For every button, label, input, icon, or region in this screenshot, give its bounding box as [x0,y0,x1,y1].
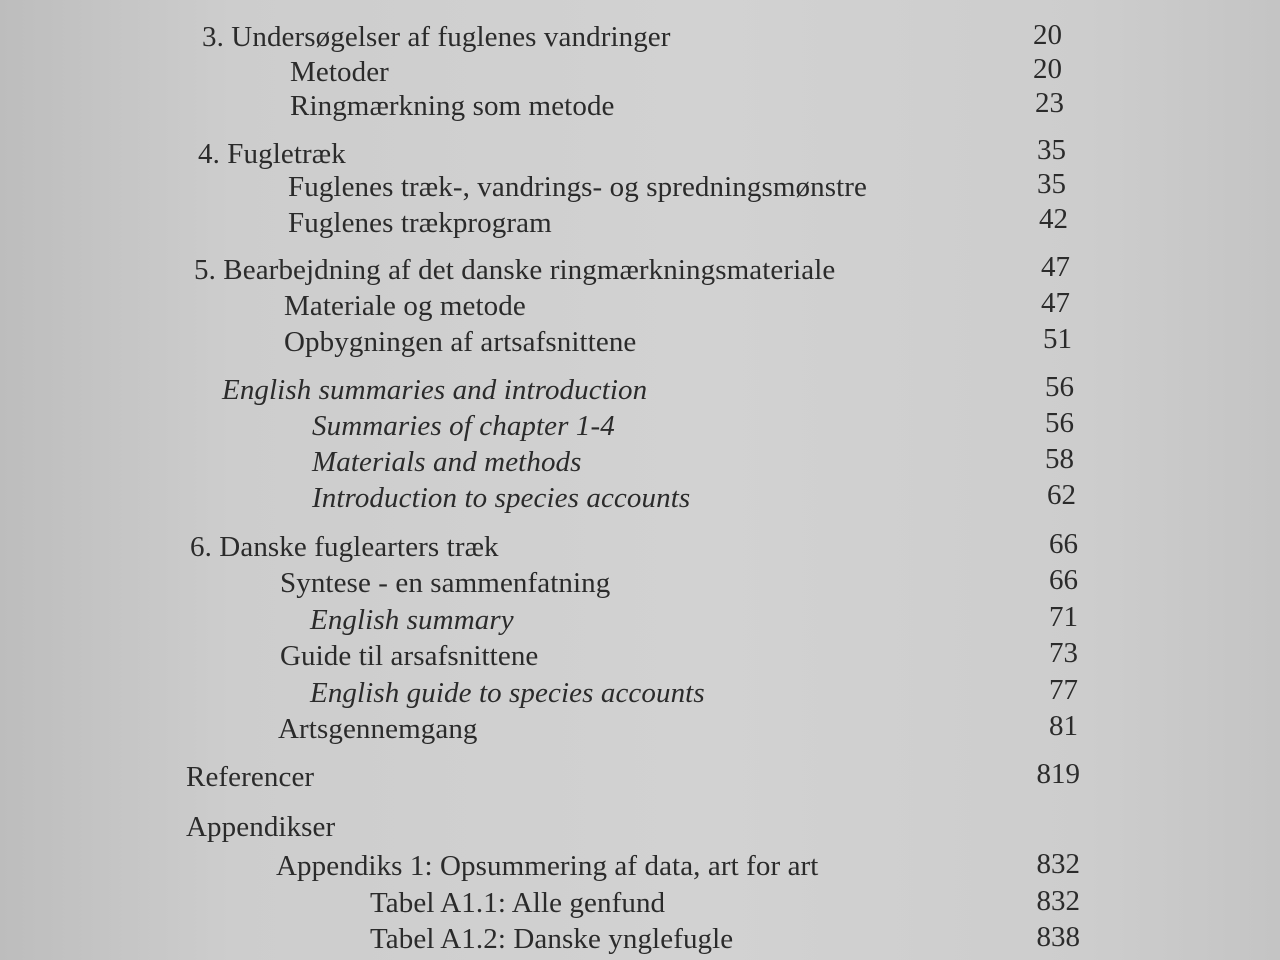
toc-page-ch6-english-guide: 77 [1049,674,1078,706]
toc-entry-ch3: 3. Undersøgelser af fuglenes vandringer [202,21,671,53]
toc-entry-english-intro: Introduction to species accounts [312,482,691,514]
toc-entry-ch3-metoder: Metoder [290,56,389,88]
cut-off-line [230,0,237,12]
toc-entry-ch6: 6. Danske fuglearters træk [190,531,499,563]
toc-page-ch6: 66 [1049,528,1078,560]
toc-page-english-intro: 62 [1047,479,1076,511]
toc-page-referencer: 819 [1036,758,1080,790]
toc-page-ch6-guide: 73 [1049,637,1078,669]
toc-entry-ch5-materiale: Materiale og metode [284,290,526,322]
toc-page-ch3-ring: 23 [1035,87,1064,119]
toc-entry-ch6-english-guide: English guide to species accounts [310,677,705,709]
toc-entry-ch5: 5. Bearbejdning af det danske ringmærkningsmateriale [194,254,836,286]
toc-entry-ch6-guide: Guide til arsafsnittene [280,640,539,672]
toc-entry-referencer: Referencer [186,761,315,793]
toc-page-tabel-a12: 838 [1036,921,1080,953]
toc-entry-ch6-syntese: Syntese - en sammenfatning [280,567,611,599]
toc-entry-appendikser: Appendikser [186,811,336,843]
toc-page-tabel-a11: 832 [1036,885,1080,917]
toc-page-ch6-english-summary: 71 [1049,601,1078,633]
toc-entry-ch4: 4. Fugletræk [198,138,346,170]
toc-entry-english-summaries: Summaries of chapter 1-4 [312,410,615,442]
toc-page-english-summaries: 56 [1045,407,1074,439]
toc-page-ch4-program: 42 [1039,203,1068,235]
toc-entry-ch4-moenstre: Fuglenes træk-, vandrings- og spredningsmønstre [288,171,867,203]
toc-page-ch6-syntese: 66 [1049,564,1078,596]
toc-entry-ch5-opbygning: Opbygningen af artsafsnittene [284,326,637,358]
toc-entry-ch6-english-summary: English summary [310,604,514,636]
toc-page-english: 56 [1045,371,1074,403]
toc-page-ch5-opbygning: 51 [1043,323,1072,355]
toc-entry-english-materials: Materials and methods [312,446,582,478]
toc-entry-appendiks-1: Appendiks 1: Opsummering af data, art for art [276,850,819,882]
toc-entry-ch4-program: Fuglenes trækprogram [288,207,552,239]
toc-page-english-materials: 58 [1045,443,1074,475]
toc-page-ch3: 20 [1033,19,1062,51]
toc-page-ch3-metoder: 20 [1033,53,1062,85]
toc-page-appendiks-1: 832 [1036,848,1080,880]
toc-entry-ch6-artsgennemgang: Artsgennemgang [278,713,478,745]
toc-page-ch5-materiale: 47 [1041,287,1070,319]
toc-entry-english: English summaries and introduction [222,374,648,406]
toc-entry-ch3-ring: Ringmærkning som metode [290,90,615,122]
toc-page-ch5: 47 [1041,251,1070,283]
toc-page-ch4: 35 [1037,134,1066,166]
toc-page-ch4-moenstre: 35 [1037,168,1066,200]
toc-page-ch6-artsgennemgang: 81 [1049,710,1078,742]
toc-entry-tabel-a11: Tabel A1.1: Alle genfund [370,887,666,919]
toc-entry-tabel-a12: Tabel A1.2: Danske ynglefugle [370,923,734,955]
